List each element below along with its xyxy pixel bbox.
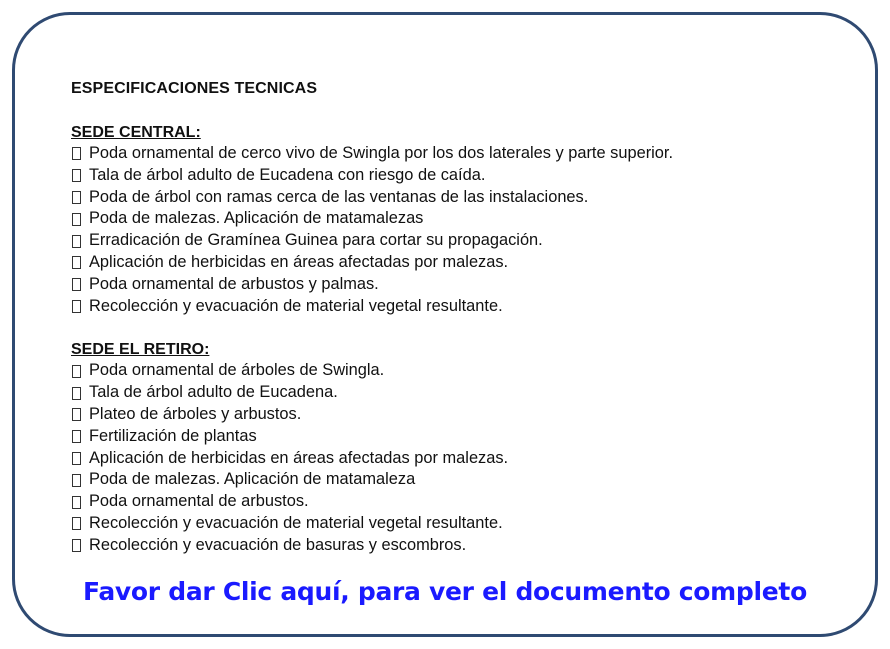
list-item-text: Recolección y evacuación de material vegetal resultante. — [89, 513, 503, 532]
list-item — [71, 448, 831, 470]
list-item — [71, 535, 831, 557]
list-item-text: Poda de árbol con ramas cerca de las ventanas de las instalaciones. — [89, 187, 589, 206]
list-item — [71, 208, 831, 230]
list-item — [71, 382, 831, 404]
checkbox-bullet-icon — [72, 408, 81, 421]
list-item-text: Poda ornamental de cerco vivo de Swingla por los dos laterales y parte superior. — [89, 144, 674, 162]
list-item-text: Poda de malezas. Aplicación de matamaleza — [89, 470, 416, 489]
list-item-text: Plateo de árboles y arbustos. — [89, 404, 302, 423]
list-item-text: Poda ornamental de árboles de Swingla. — [89, 361, 385, 380]
checkbox-bullet-icon — [72, 539, 81, 552]
list-item-text: Aplicación de herbicidas en áreas afectadas por malezas. — [89, 252, 509, 271]
list-item — [71, 469, 831, 491]
section-heading: SEDE CENTRAL: — [71, 124, 201, 141]
list-item — [71, 252, 831, 274]
checkbox-bullet-icon — [72, 387, 81, 400]
checkbox-bullet-icon — [72, 256, 81, 269]
checkbox-bullet-icon — [72, 365, 81, 378]
list-item-text: Erradicación de Gramínea Guinea para cortar su propagación. — [89, 231, 543, 250]
list-item-text: Recolección y evacuación de material vegetal resultante. — [89, 296, 503, 315]
checkbox-bullet-icon — [72, 474, 81, 487]
task-list — [71, 360, 831, 556]
list-item — [71, 426, 831, 448]
checkbox-bullet-icon — [72, 300, 81, 313]
checkbox-bullet-icon — [72, 452, 81, 465]
checkbox-bullet-icon — [72, 235, 81, 248]
checkbox-bullet-icon — [72, 213, 81, 226]
checkbox-bullet-icon — [72, 278, 81, 291]
checkbox-bullet-icon — [72, 191, 81, 204]
list-item — [71, 187, 831, 209]
list-item — [71, 491, 831, 513]
section-sede-el-retiro — [71, 340, 831, 556]
list-item-text: Tala de árbol adulto de Eucadena. — [89, 383, 338, 402]
list-item — [71, 360, 831, 382]
checkbox-bullet-icon — [72, 430, 81, 443]
checkbox-bullet-icon — [72, 517, 81, 530]
list-item — [71, 143, 831, 165]
list-item-text: Tala de árbol adulto de Eucadena con riesgo de caída. — [89, 165, 486, 184]
document-title: ESPECIFICACIONES TECNICAS — [71, 80, 318, 97]
list-item — [71, 230, 831, 252]
document-excerpt — [71, 78, 831, 557]
task-list — [71, 143, 831, 317]
checkbox-bullet-icon — [72, 496, 81, 509]
checkbox-bullet-icon — [72, 147, 81, 160]
section-sede-central — [71, 123, 831, 317]
list-item-text: Poda ornamental de arbustos. — [89, 492, 309, 511]
view-full-document-link[interactable]: Favor dar Clic aquí, para ver el documento completo — [83, 577, 807, 606]
checkbox-bullet-icon — [72, 169, 81, 182]
list-item-text: Recolección y evacuación de basuras y escombros. — [89, 535, 467, 554]
section-heading: SEDE EL RETIRO: — [71, 341, 210, 359]
list-item — [71, 513, 831, 535]
list-item-text: Aplicación de herbicidas en áreas afectadas por malezas. — [89, 448, 509, 467]
list-item — [71, 274, 831, 296]
list-item — [71, 404, 831, 426]
list-item — [71, 296, 831, 318]
list-item-text: Fertilización de plantas — [89, 426, 257, 445]
list-item-text: Poda ornamental de arbustos y palmas. — [89, 274, 379, 293]
list-item — [71, 165, 831, 187]
list-item-text: Poda de malezas. Aplicación de matamalezas — [89, 209, 424, 228]
